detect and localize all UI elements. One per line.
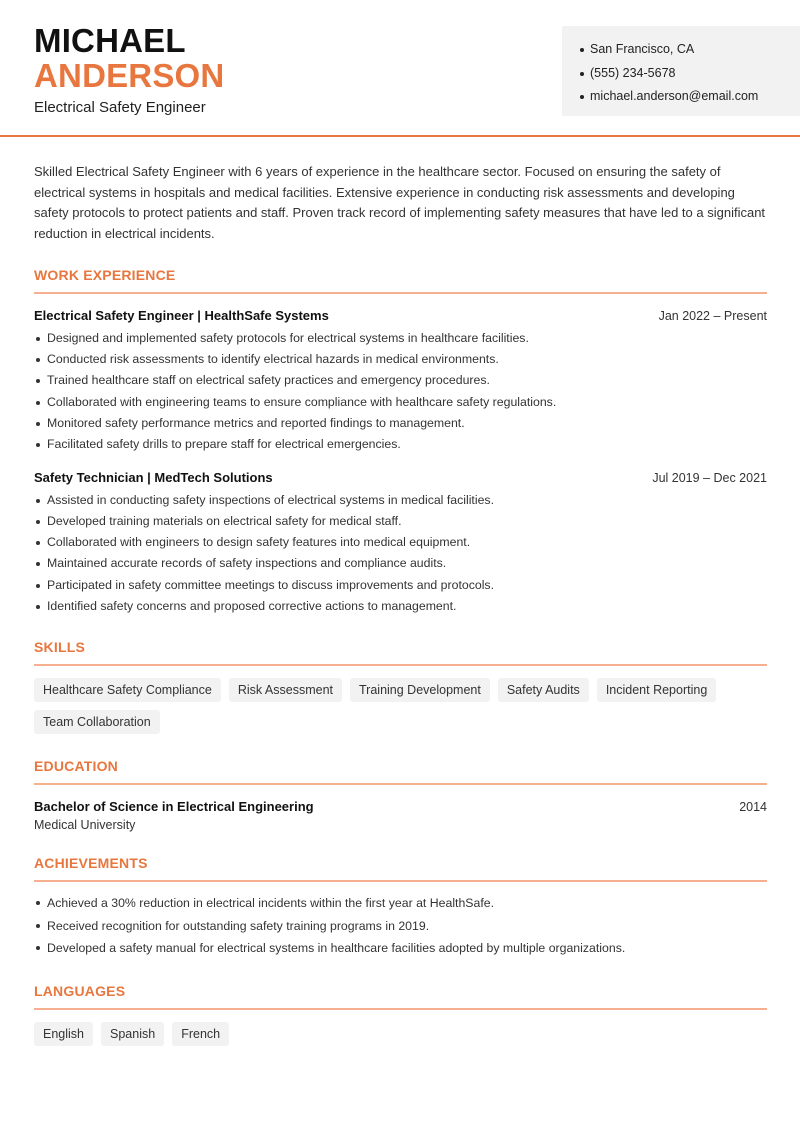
list-item: Collaborated with engineering teams to ensure compliance with healthcare safety regulations. <box>34 392 767 413</box>
list-item: Conducted risk assessments to identify electrical hazards in medical environments. <box>34 349 767 370</box>
skill-tag: Incident Reporting <box>597 678 716 702</box>
job-date: Jul 2019 – Dec 2021 <box>652 470 767 485</box>
summary-text: Skilled Electrical Safety Engineer with 6 years of experience in the healthcare sector. Focused on ensuring the safety of electrical systems in hospitals and medical facilities. Extensive experience in conducting risk assessments and developing safety protocols to protect patients and staff. Proven track record of implementing safety measures that have led to a significant reduction in electrical incidents. <box>34 164 766 242</box>
education-section <box>34 758 767 832</box>
section-title-education: EDUCATION <box>34 758 767 785</box>
education-header <box>34 799 767 814</box>
list-item: Participated in safety committee meetings to discuss improvements and protocols. <box>34 575 767 596</box>
skills-tags <box>34 678 767 734</box>
contact-phone: (555) 234-5678 <box>580 62 800 86</box>
language-tag: Spanish <box>101 1022 164 1046</box>
job-entry <box>34 470 767 618</box>
education-school: Medical University <box>34 818 136 833</box>
contact-box <box>562 26 800 116</box>
list-item: Achieved a 30% reduction in electrical incidents within the first year at HealthSafe. <box>34 892 767 915</box>
last-name: ANDERSON <box>34 57 225 94</box>
education-entry <box>34 799 767 832</box>
job-entry <box>34 308 767 456</box>
resume-header <box>0 0 800 137</box>
skill-tag: Team Collaboration <box>34 710 160 734</box>
resume-body <box>34 162 767 1046</box>
candidate-name <box>34 24 224 93</box>
list-item: Developed training materials on electrical safety for medical staff. <box>34 511 767 532</box>
list-item: Maintained accurate records of safety inspections and compliance audits. <box>34 553 767 574</box>
languages-section <box>34 983 767 1046</box>
section-title-work: WORK EXPERIENCE <box>34 267 767 294</box>
list-item: Monitored safety performance metrics and reported findings to management. <box>34 413 767 434</box>
list-item: Received recognition for outstanding safety training programs in 2019. <box>34 915 767 938</box>
work-experience-section <box>34 267 767 618</box>
section-title-achievements: ACHIEVEMENTS <box>34 855 767 882</box>
section-title-skills: SKILLS <box>34 639 767 666</box>
job-role: Electrical Safety Engineer <box>34 99 206 116</box>
achievements-list <box>34 892 767 960</box>
job-header <box>34 308 767 323</box>
job-bullets <box>34 490 767 618</box>
education-degree: Bachelor of Science in Electrical Engineering <box>34 799 314 815</box>
contact-location: San Francisco, CA <box>580 38 800 62</box>
skills-section <box>34 639 767 734</box>
contact-email: michael.anderson@email.com <box>580 85 800 109</box>
job-header <box>34 470 767 485</box>
section-title-languages: LANGUAGES <box>34 983 767 1010</box>
language-tag: French <box>172 1022 229 1046</box>
job-title: Safety Technician | MedTech Solutions <box>34 469 273 485</box>
language-tag: English <box>34 1022 93 1046</box>
skill-tag: Safety Audits <box>498 678 589 702</box>
job-date: Jan 2022 – Present <box>658 308 767 323</box>
languages-tags <box>34 1022 767 1046</box>
list-item: Facilitated safety drills to prepare staff for electrical emergencies. <box>34 434 767 455</box>
skill-tag: Risk Assessment <box>229 678 342 702</box>
skill-tag: Healthcare Safety Compliance <box>34 678 221 702</box>
list-item: Developed a safety manual for electrical systems in healthcare facilities adopted by multiple organizations. <box>34 937 767 960</box>
first-name: MICHAEL <box>34 22 186 59</box>
job-title: Electrical Safety Engineer | HealthSafe Systems <box>34 307 329 323</box>
list-item: Assisted in conducting safety inspections of electrical systems in medical facilities. <box>34 490 767 511</box>
list-item: Identified safety concerns and proposed corrective actions to management. <box>34 596 767 617</box>
list-item: Designed and implemented safety protocols for electrical systems in healthcare facilities. <box>34 328 767 349</box>
achievements-section <box>34 855 767 960</box>
skill-tag: Training Development <box>350 678 490 702</box>
list-item: Trained healthcare staff on electrical safety practices and emergency procedures. <box>34 370 767 391</box>
education-year: 2014 <box>739 800 767 815</box>
list-item: Collaborated with engineers to design safety features into medical equipment. <box>34 532 767 553</box>
job-bullets <box>34 328 767 456</box>
